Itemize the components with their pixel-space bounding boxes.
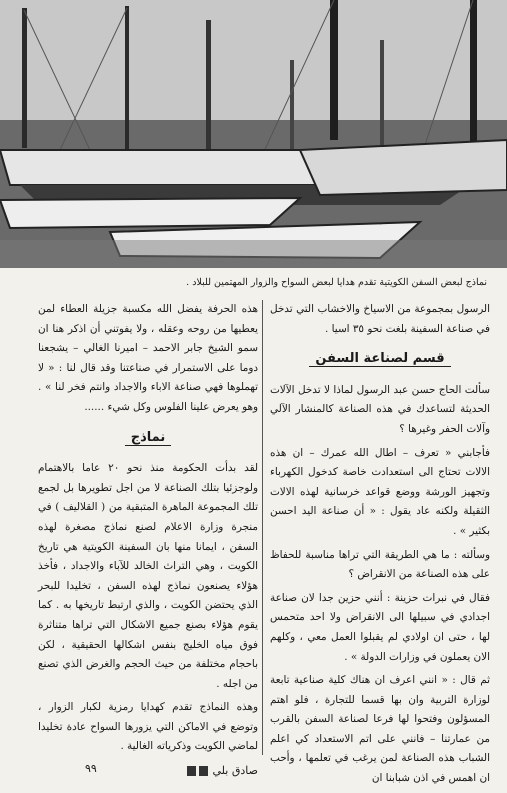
section-heading-models: نماذج [38,428,258,448]
right-paragraph: ثم قال : « انني اعرف ان هناك كلية صناعية تابعة لوزارة التربية وان بها قسما للتجارة ، فلو اهتم المسؤلون وفتحوا لها فرعا لصناعة السفن بالقرب من عمارتنا – فانني على اتم الاستعداد كي اعلم الشباب هذه الصناعة لمن يرغب في تعلمها ، وأحب ان اهمس في اذن شبابنا ان [270,674,490,785]
author-name: صادق بلي [212,764,258,778]
right-column [270,300,490,793]
left-paragraph: وهذه النماذج تقدم كهدايا رمزية لكبار الزوار ، وتوضع في الاماكن التي يزورها السواح عادة تخليدا لماضي الكويت وذكرياته الغالية . [38,701,258,753]
ship-models-illustration [0,0,507,268]
ship-models-photo [0,0,507,268]
left-paragraph: لقد بدأت الحكومة منذ نحو ٢٠ عاما بالاهتمام ولوجزئيا بتلك الصناعة لا من اجل تطويرها بل لجمع تلك المجموعة الماهرة المتبقية من ( القلاليف ) في منجرة وزارة الاعلام لصنع نماذج مصغرة لهذه السفن ، ايمانا منها بان السفينة الكويتية هي تاريخ الكويت ، وهي التراث الخالد للآباء والاجداد ، فأخذ هؤلاء يصنعون نماذج لهذه السفن ، تخليدا للبحر الذي يحتضن الكويت ، والذي ارتبط تاريخها به . كما يقوم هؤلاء بصنع جميع الاشكال التي تراها متناثرة فوق مياه الخليج بنفس اشكالها الحقيقية ، لكن باحجام مختلفة من حيث الحجم والغرض الذي تصنع من اجله . [38,462,258,690]
end-ornament-icon [187,766,209,776]
column-divider [262,300,263,755]
page-number: ٩٩ [85,762,97,775]
photo-caption: نماذج لبعض السفن الكويتية تقدم هدايا لبعض السواح والزوار المهتمين للبلاد . [186,277,487,288]
right-paragraph: وسألته : ما هي الطريقة التي تراها مناسبة للحفاظ على هذه الصناعة من الانقراض ؟ [270,548,490,581]
right-paragraph: سألت الحاج حسن عبد الرسول لماذا لا تدخل الآلات الحديثة لتساعدك في هذه الصناعة كالمنشار الآلي وآلات الحفر وغيرها ؟ [270,383,490,435]
left-column [38,300,258,781]
right-intro: الرسول بمجموعة من الاسياخ والاخشاب التي تدخل في صناعة السفينة بلغت نحو ٣٥ اسيا . [270,303,490,335]
author-line [38,761,258,781]
section-heading-shipbuilding: قسم لصناعة السفن [270,349,490,369]
right-paragraph: فقال في نبرات حزينة : أنني حزين جدا لان صناعة اجدادي في سبيلها الى الانقراض ولا احد متحمس لها ، حتى ان اولادي لم يقبلوا العمل معي ، وكلهم الان يعملون في وزارات الدولة » . [270,591,490,663]
right-paragraph: فأجابني « تعرف – اطال الله عمرك – ان هذه الالات تحتاج الى استعدادت خاصة كدخول الكهرباء وتجهيز الورشة ووضع قواعد خرسانية لهذه الالات الثقيلة ولكنه عاد يقول : « أن صناعة اليد احسن بكثير » . [270,446,490,537]
left-intro: هذه الحرفة يفضل الله مكسبة جزيلة العطاء لمن يعطيها من روحه وعقله ، ولا يفوتني أن اذكر هنا ان سمو الشيخ جابر الاحمد – اميرنا الغالي – يشجعنا دوما على الاستمرار في صناعتنا وقد قال لنا : « لا تهملوها فهي صناعة الاباء والاجداد وانتم فخر لنا » . وهو يعرض علينا الفلوس وكل شيء ...... [38,303,258,413]
